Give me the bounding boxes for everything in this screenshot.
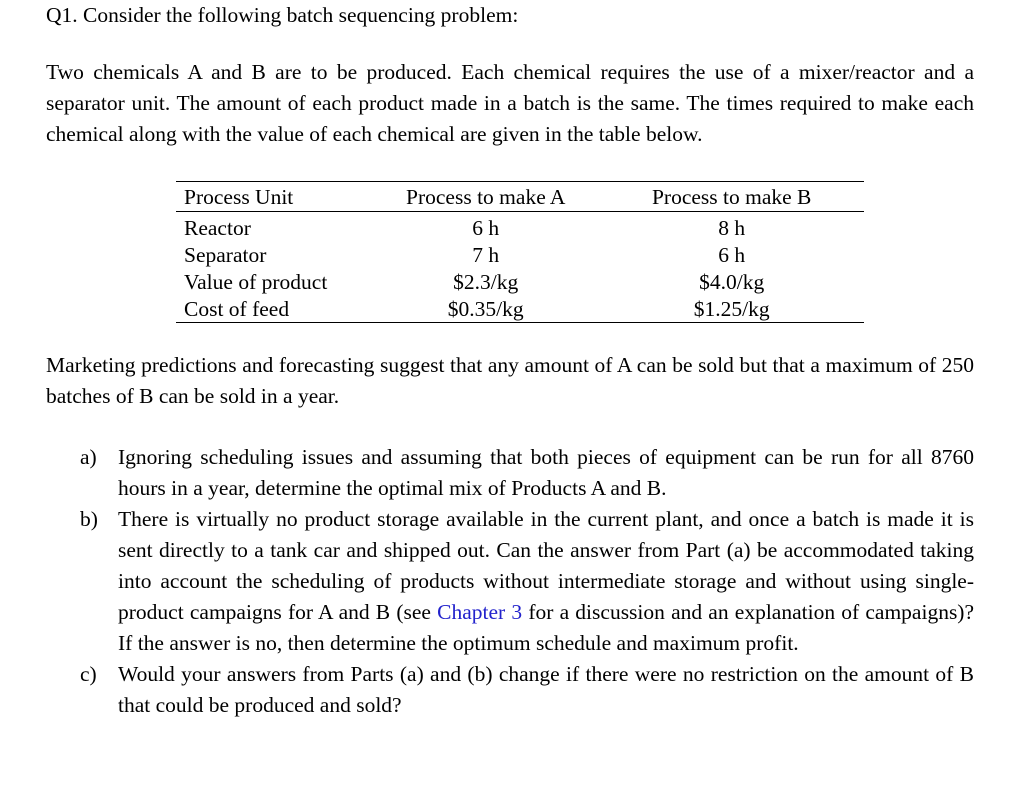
table-row (176, 212, 864, 242)
header-process-a: Process to make A (372, 182, 599, 212)
question-title: Q1. Consider the following batch sequencing problem: (46, 3, 519, 27)
row-label-reactor: Reactor (184, 215, 251, 240)
value-b: $4.0/kg (699, 269, 765, 294)
question-text: Ignoring scheduling issues and assuming that both pieces of equipment can be run for all 8760 hours in a year, determine the optimal mix of Products A and B. (118, 445, 974, 500)
question-item-a (80, 442, 974, 504)
question-item-c (80, 659, 974, 721)
row-label-value: Value of product (184, 269, 328, 294)
cost-b: $1.25/kg (599, 295, 864, 323)
question-marker: a) (80, 445, 97, 469)
chapter-3-link[interactable]: Chapter 3 (437, 600, 523, 624)
question-text: Would your answers from Parts (a) and (b) change if there were no restriction on the amount of B that could be produced and sold? (118, 662, 974, 717)
table-header-row (176, 182, 864, 212)
header-process-b: Process to make B (599, 182, 864, 212)
row-label-separator: Separator (184, 242, 267, 267)
cost-a: $0.35/kg (372, 295, 599, 323)
separator-time-a: 7 h (472, 242, 500, 267)
header-process-unit: Process Unit (176, 182, 372, 212)
question-text-after-link: for a discussion and an explanation of campaigns)? If the answer is no, then determine the optimum schedule and maximum profit. (118, 600, 975, 655)
question-marker: c) (80, 662, 97, 686)
question-text-before-link: There is virtually no product storage available in the current plant, and once a batch is made it is sent directly to a tank car and shipped out. Can the answer from Part (a) be accommodated taking into account the scheduling of products without intermediate storage and without using single-product campaigns for A and B (see (118, 507, 974, 624)
question-item-b (80, 504, 974, 659)
process-data-table (176, 181, 864, 323)
question-list (80, 442, 974, 721)
row-label-cost: Cost of feed (176, 295, 372, 323)
marketing-paragraph: Marketing predictions and forecasting suggest that any amount of A can be sold but that a maximum of 250 batches of B can be sold in a year. (46, 353, 974, 408)
separator-time-b: 6 h (718, 242, 746, 267)
reactor-time-b: 8 h (718, 215, 746, 240)
table-row (176, 268, 864, 295)
table-row (176, 241, 864, 268)
reactor-time-a: 6 h (472, 215, 500, 240)
table-row (176, 295, 864, 323)
value-a: $2.3/kg (453, 269, 519, 294)
question-marker: b) (80, 507, 98, 531)
problem-intro: Two chemicals A and B are to be produced. Each chemical requires the use of a mixer/reactor and a separator unit. The amount of each product made in a batch is the same. The times required to make each chemical along with the value of each chemical are given in the table below. (46, 60, 974, 146)
